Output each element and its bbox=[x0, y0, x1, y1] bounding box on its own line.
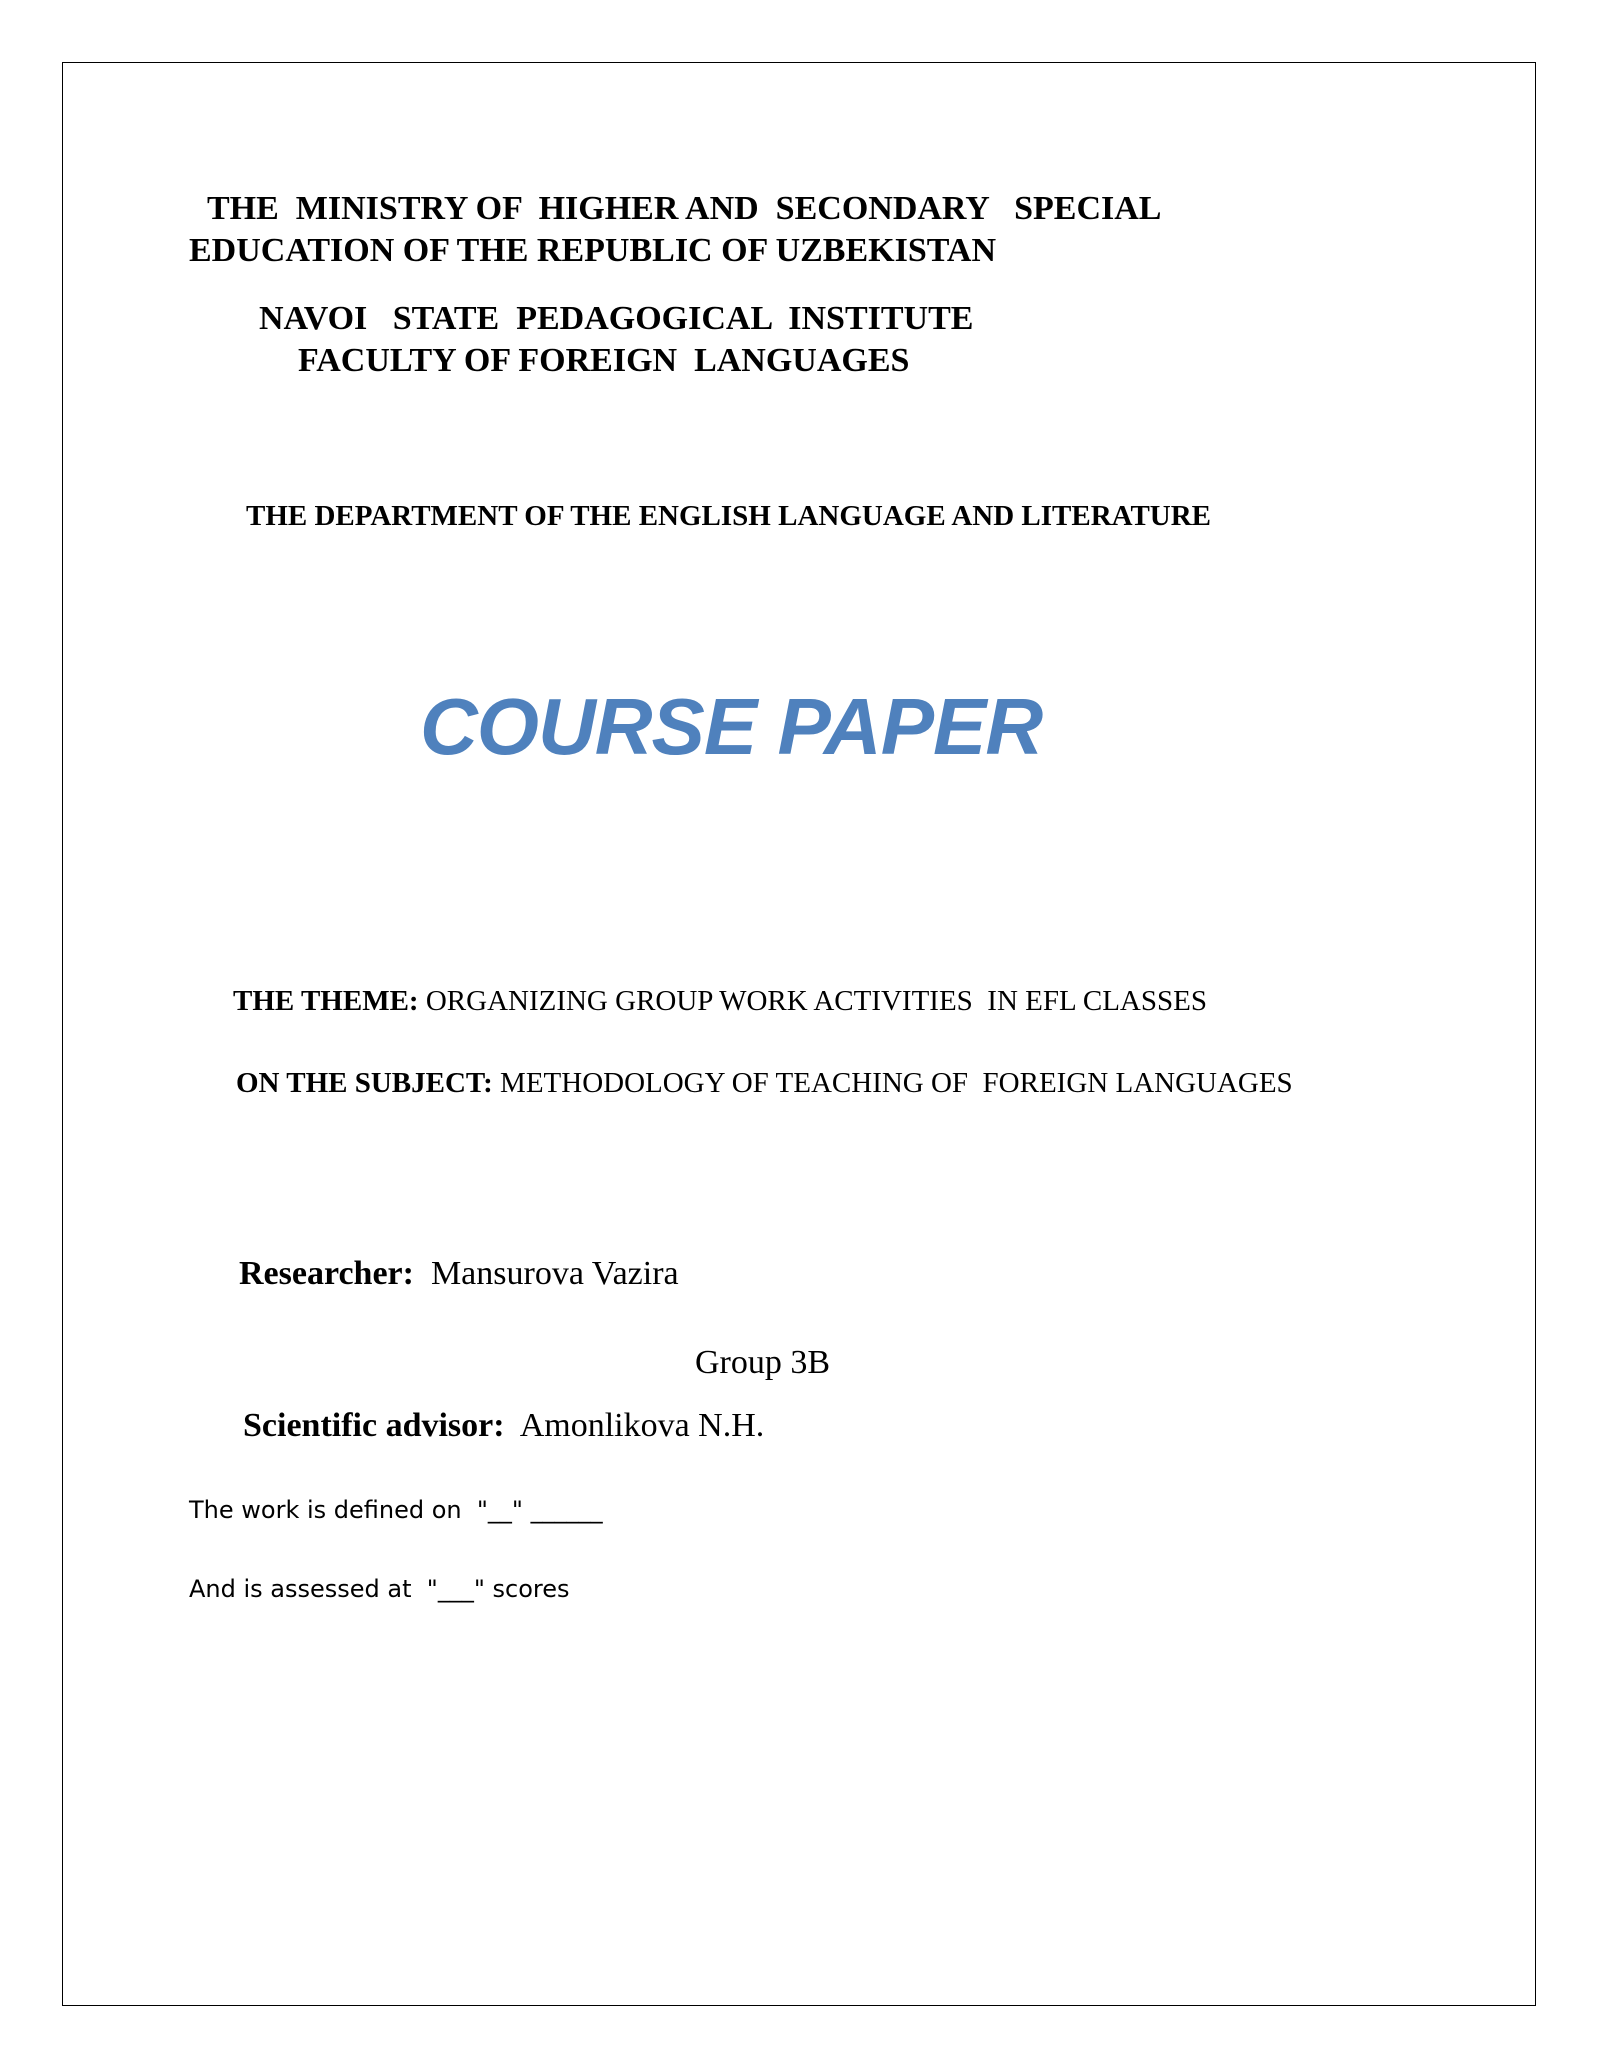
researcher-name: Mansurova Vazira bbox=[413, 1255, 679, 1292]
theme-line bbox=[233, 987, 1207, 1016]
defined-date-note: The work is defined on "__" ______ bbox=[189, 1496, 603, 1524]
assessment-score-note: And is assessed at "___" scores bbox=[189, 1575, 570, 1603]
subject-value: METHODOLOGY OF TEACHING OF FOREIGN LANGUAGES bbox=[492, 1067, 1293, 1099]
department-name: THE DEPARTMENT OF THE ENGLISH LANGUAGE AND LITERATURE bbox=[246, 500, 1212, 532]
institute-name: NAVOI STATE PEDAGOGICAL INSTITUTE bbox=[259, 300, 974, 337]
advisor-line bbox=[243, 1409, 764, 1443]
researcher-line bbox=[239, 1257, 679, 1291]
advisor-name: Amonlikova N.H. bbox=[504, 1407, 765, 1444]
ministry-line-1: THE MINISTRY OF HIGHER AND SECONDARY SPECIAL bbox=[207, 190, 1162, 227]
theme-value: ORGANIZING GROUP WORK ACTIVITIES IN EFL CLASSES bbox=[418, 985, 1207, 1017]
advisor-label: Scientific advisor: bbox=[243, 1407, 505, 1444]
ministry-line-2: EDUCATION OF THE REPUBLIC OF UZBEKISTAN bbox=[189, 232, 997, 269]
researcher-label: Researcher: bbox=[239, 1255, 414, 1292]
subject-line bbox=[236, 1069, 1293, 1098]
document-title: COURSE PAPER bbox=[420, 682, 1043, 771]
subject-label: ON THE SUBJECT: bbox=[236, 1067, 493, 1099]
group-label: Group 3B bbox=[695, 1344, 831, 1381]
theme-label: THE THEME: bbox=[233, 985, 419, 1017]
faculty-name: FACULTY OF FOREIGN LANGUAGES bbox=[298, 342, 910, 379]
